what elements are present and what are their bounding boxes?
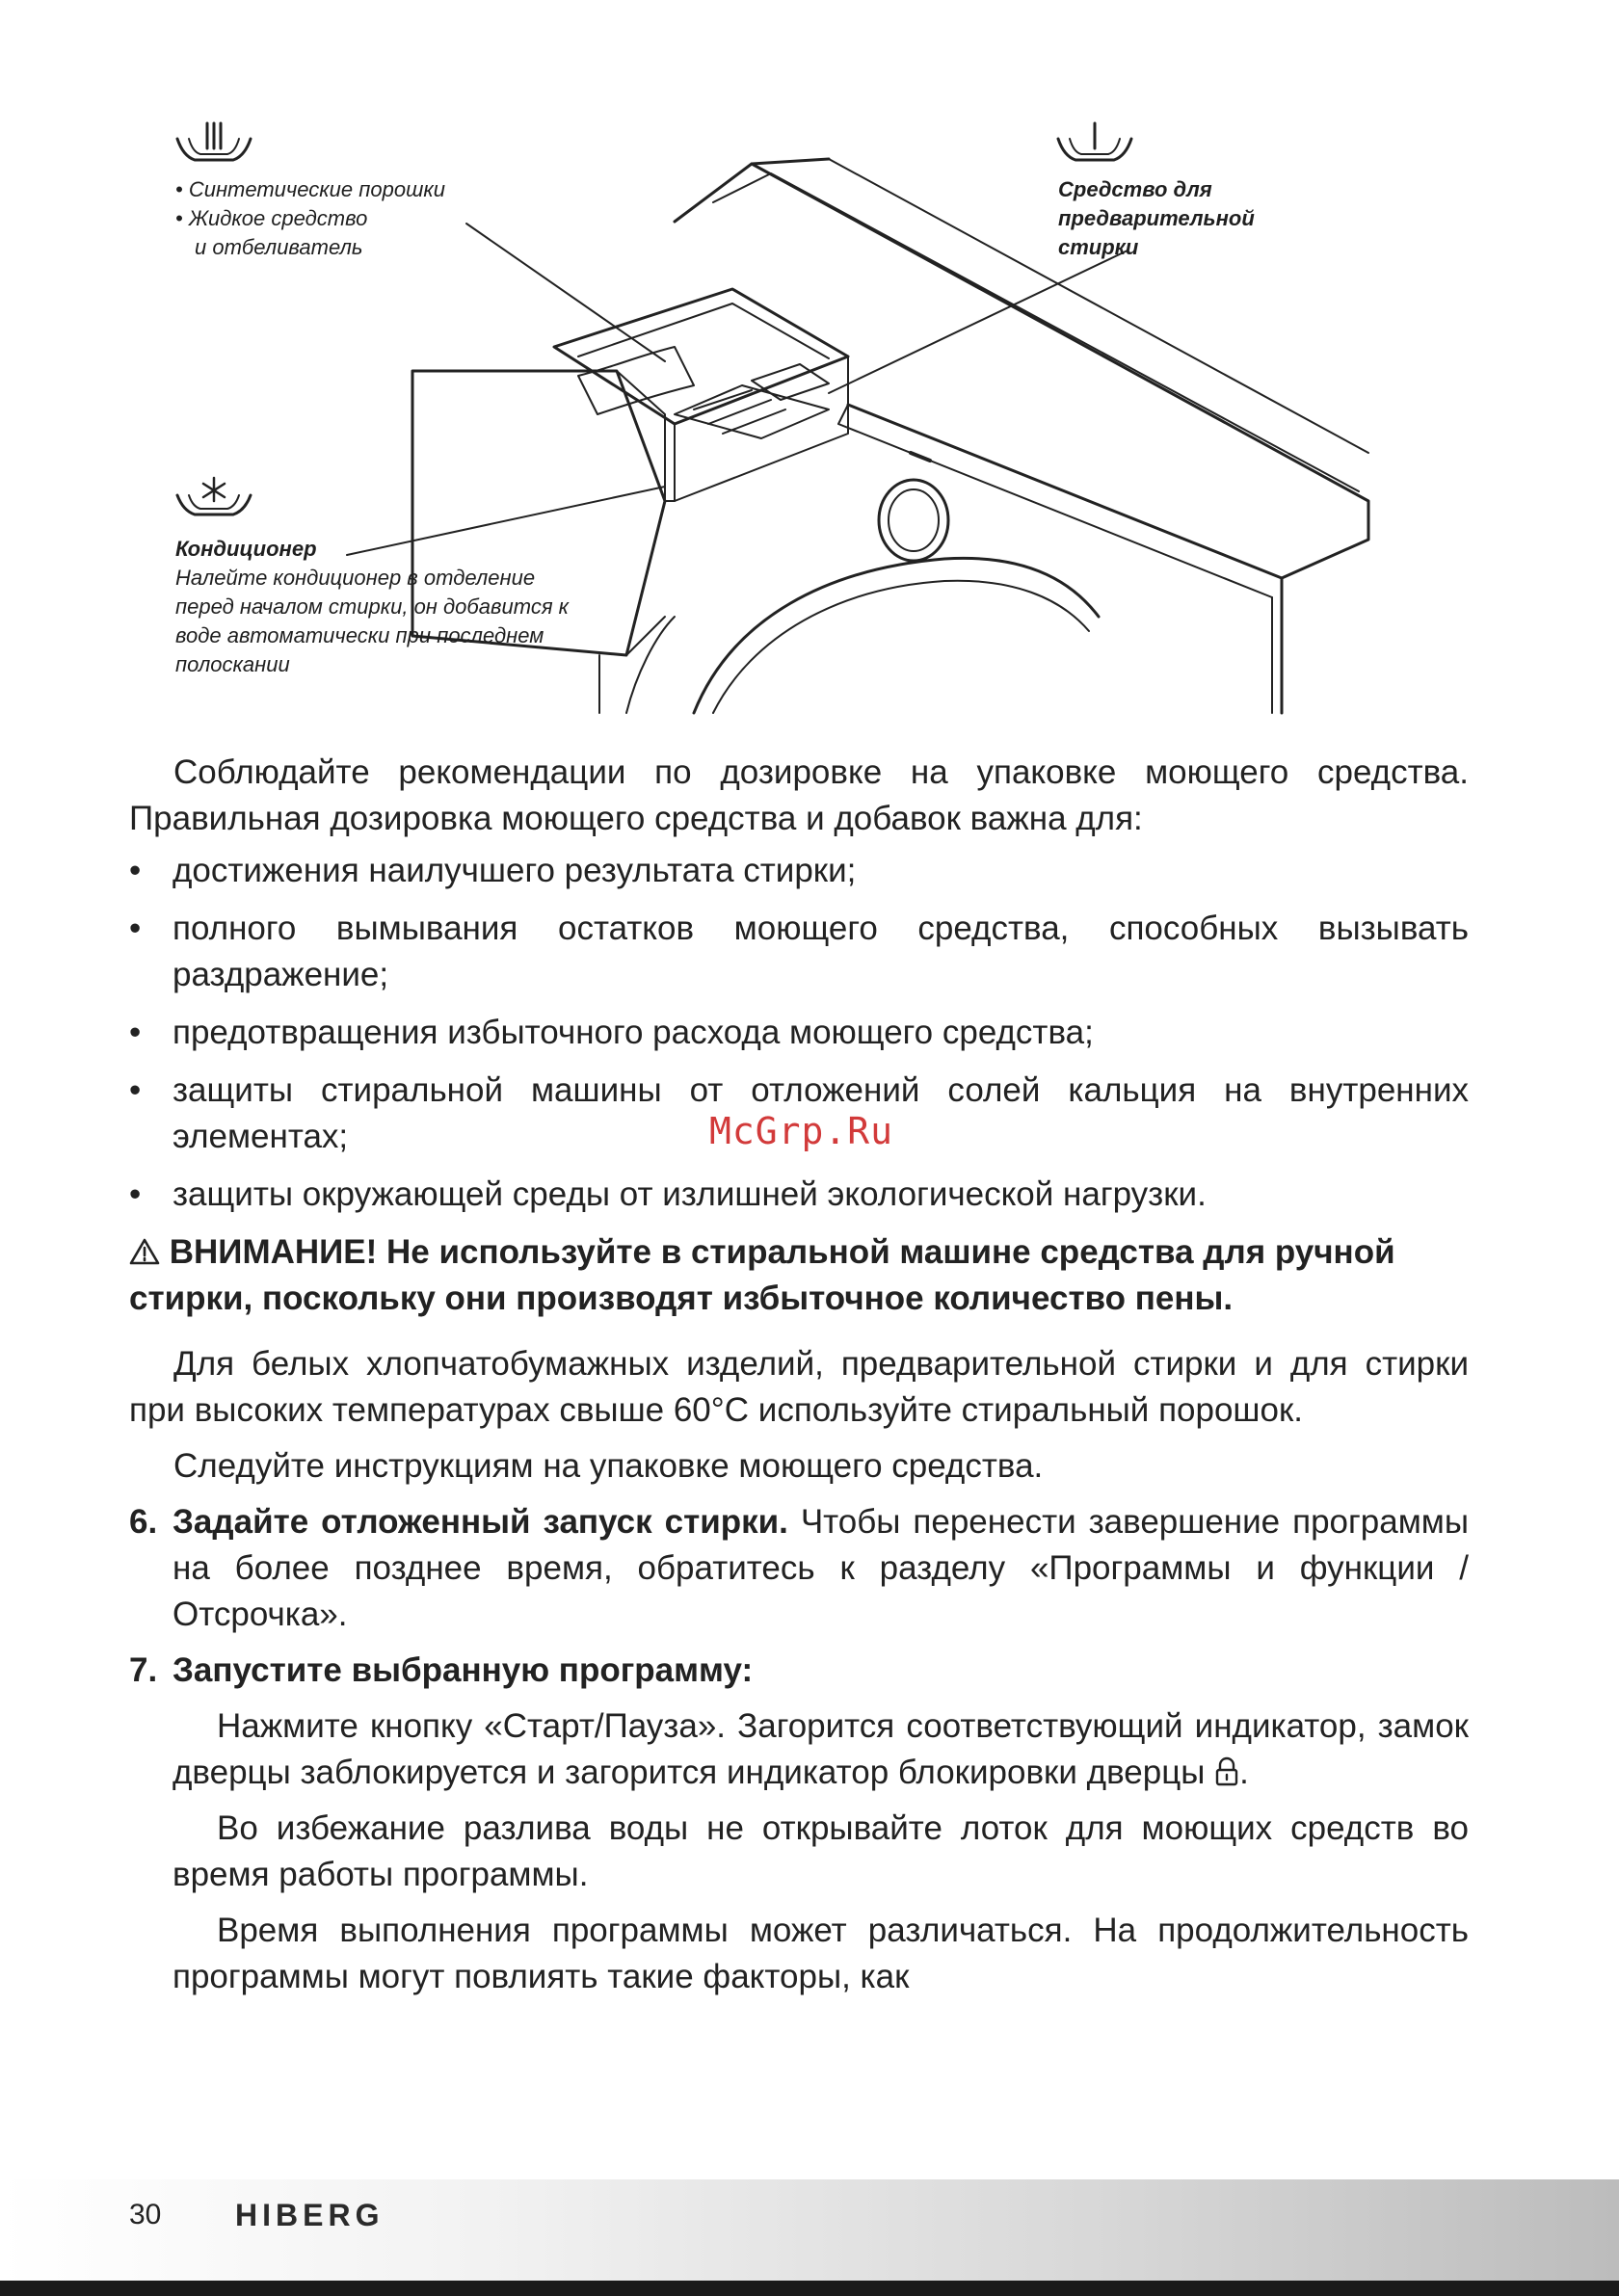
watermark: McGrp.Ru	[709, 1110, 894, 1152]
program-time-note: Время выполнения программы может различаться. На продолжительность программы могут повлиять такие факторы, как	[173, 1912, 1469, 1995]
warning	[129, 1229, 1469, 1322]
lock-icon	[1214, 1756, 1239, 1787]
step-heading: Задайте отложенный запуск стирки.	[173, 1503, 788, 1541]
body-text	[129, 750, 1469, 2000]
label-item-powder: • Синтетические порошки	[175, 177, 445, 201]
start-instructions: Нажмите кнопку «Старт/Пауза». Загорится соответствующий индикатор, замок дверцы заблокируется и загорится индикатор блокировки дверцы .	[173, 1707, 1469, 1791]
list-item: • защиты окружающей среды от излишней экологической нагрузки.	[129, 1172, 1469, 1218]
drawer-warning: Во избежание разлива воды не открывайте лоток для моющих средств во время работы программы.	[173, 1809, 1469, 1893]
conditioner-label	[175, 535, 580, 679]
follow-instructions: Следуйте инструкциям на упаковке моющего средства.	[173, 1447, 1044, 1485]
prewash-icon	[1056, 119, 1133, 168]
list-item: • предотвращения избыточного расхода моющего средства;	[129, 1010, 1469, 1056]
step-number: 7.	[129, 1651, 158, 1689]
bullet: •	[129, 852, 142, 889]
conditioner-title: Кондиционер	[175, 537, 317, 561]
list-item: • полного вымывания остатков моющего средства, способных вызывать раздражение;	[129, 906, 1469, 998]
warning-text: ВНИМАНИЕ! Не используйте в стиральной машине средства для ручной стирки, поскольку они производят избыточное количество пены.	[129, 1233, 1395, 1317]
step-heading: Запустите выбранную программу:	[173, 1651, 754, 1689]
bullet: •	[129, 1175, 142, 1213]
list-item: • достижения наилучшего результата стирки;	[129, 848, 1469, 894]
bullet: •	[129, 1014, 142, 1051]
softener-icon	[175, 472, 252, 520]
dispenser-figure	[0, 0, 1619, 732]
dosage-intro: Соблюдайте рекомендации по дозировке на упаковке моющего средства. Правильная дозировка моющего средства и добавок важна для:	[129, 753, 1469, 837]
white-cotton-note: Для белых хлопчатобумажных изделий, предварительной стирки и для стирки при высоких температурах свыше 60°C используйте стиральный порошок.	[129, 1345, 1469, 1429]
label-item-bleach: и отбеливатель	[195, 235, 363, 259]
conditioner-text: Налейте кондиционер в отделение перед началом стирки, он добавится к воде автоматически при последнем полоскании	[175, 566, 570, 676]
page-number: 30	[129, 2199, 162, 2230]
step-6	[129, 1499, 1469, 1638]
bullet: •	[129, 910, 142, 947]
warning-icon	[129, 1237, 160, 1266]
prewash-label: Средство для предварительной стирки	[1058, 177, 1255, 259]
detergent-label	[175, 175, 445, 262]
bullet: •	[129, 1071, 142, 1109]
label-item-liquid: • Жидкое средство	[175, 206, 368, 230]
footer-bar	[0, 2281, 1619, 2296]
list-item: • защиты стиральной машины от отложений солей кальция на внутренних элементах;	[129, 1068, 1469, 1160]
step-text: Чтобы перенести завершение программы на более позднее время, обратитесь к разделу «Программы и функции / Отсрочка».	[173, 1503, 1469, 1633]
step-7	[129, 1648, 1469, 1694]
step-number: 6.	[129, 1503, 158, 1541]
main-wash-icon	[175, 119, 252, 168]
brand-logo: HIBERG	[235, 2198, 385, 2232]
